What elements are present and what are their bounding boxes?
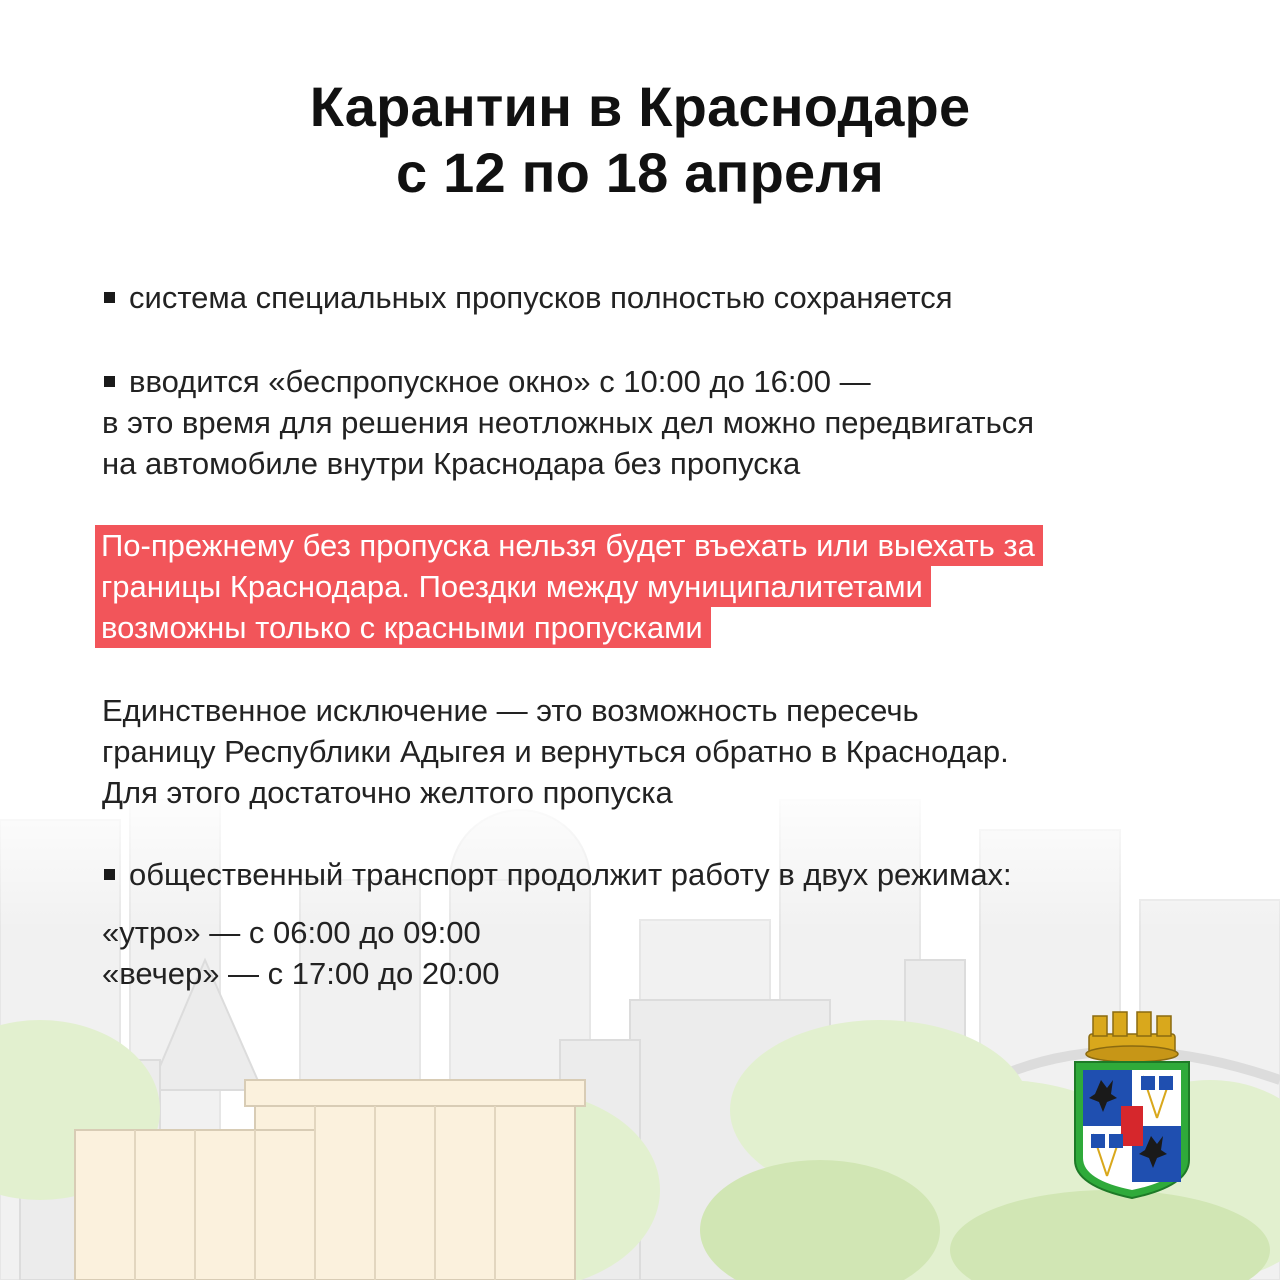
square-bullet-icon bbox=[104, 292, 115, 303]
alert-line-2: границы Краснодара. Поездки между муниципалитетами bbox=[95, 566, 931, 607]
transport-text: общественный транспорт продолжит работу в двух режимах: bbox=[129, 857, 1012, 892]
exception-line-1: Единственное исключение — это возможность пересечь bbox=[102, 693, 919, 728]
exception-paragraph bbox=[102, 690, 1009, 813]
restriction-alert bbox=[95, 525, 1043, 648]
schedule-morning: «утро» — с 06:00 до 09:00 bbox=[102, 915, 481, 950]
square-bullet-icon bbox=[104, 376, 115, 387]
window-line-2: в это время для решения неотложных дел можно передвигаться bbox=[102, 405, 1035, 440]
pass-free-window-item bbox=[102, 361, 1034, 484]
passes-text: система специальных пропусков полностью сохраняется bbox=[129, 280, 953, 315]
transport-item bbox=[102, 854, 1012, 895]
alert-line-3: возможны только с красными пропусками bbox=[95, 607, 711, 648]
alert-line-1: По-прежнему без пропуска нельзя будет въехать или выехать за bbox=[95, 525, 1043, 566]
title-line-2: с 12 по 18 апреля bbox=[396, 141, 884, 204]
window-line-1: вводится «беспропускное окно» с 10:00 до 16:00 — bbox=[129, 364, 871, 399]
schedule-evening: «вечер» — с 17:00 до 20:00 bbox=[102, 956, 500, 991]
exception-line-2: границу Республики Адыгея и вернуться обратно в Краснодар. bbox=[102, 734, 1009, 769]
square-bullet-icon bbox=[104, 869, 115, 880]
page-title bbox=[0, 74, 1280, 206]
krasnodar-coat-of-arms-icon bbox=[1071, 1010, 1193, 1202]
transport-schedule bbox=[102, 912, 500, 994]
exception-line-3: Для этого достаточно желтого пропуска bbox=[102, 775, 673, 810]
passes-item bbox=[102, 277, 953, 318]
window-line-3: на автомобиле внутри Краснодара без пропуска bbox=[102, 446, 801, 481]
title-line-1: Карантин в Краснодаре bbox=[309, 75, 971, 138]
